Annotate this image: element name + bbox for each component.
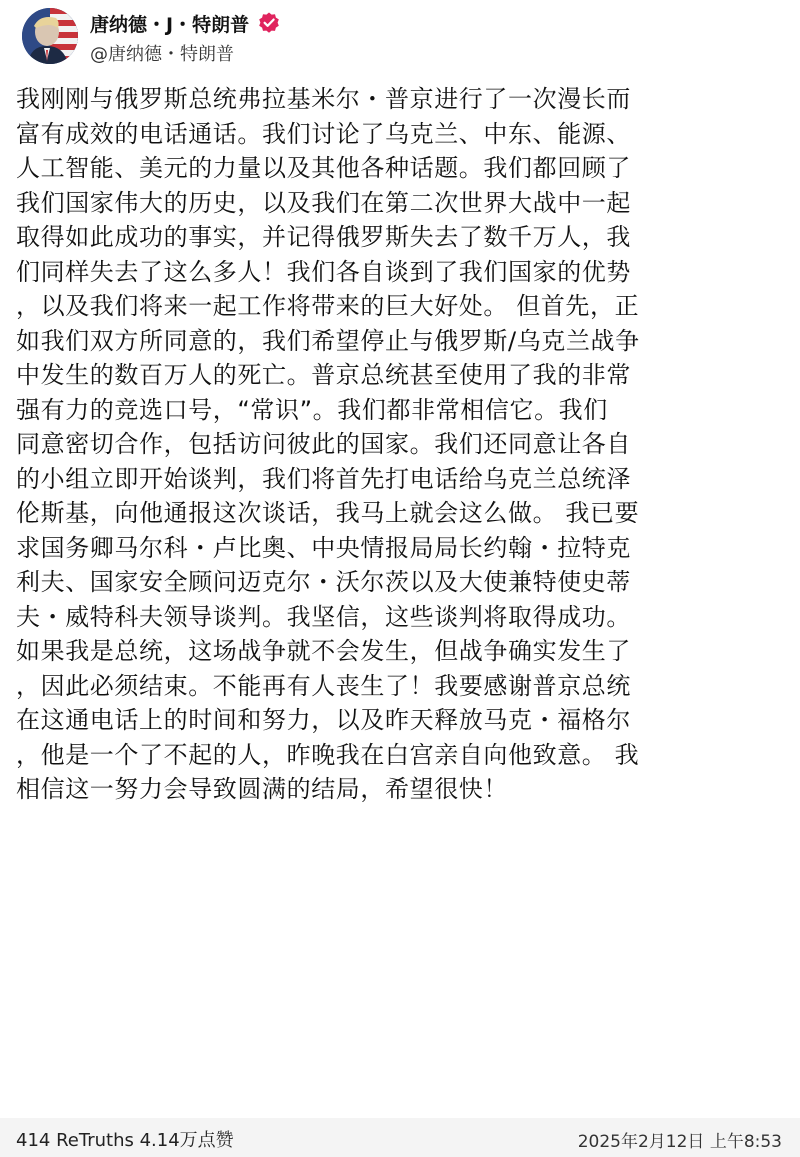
post-footer <box>0 1118 800 1157</box>
post-text-line: 同意密切合作，包括访问彼此的国家。我们还同意让各自 <box>16 430 631 458</box>
verified-badge-icon <box>257 11 281 35</box>
post-text-line: 们同样失去了这么多人！我们各自谈到了我们国家的优势 <box>16 257 631 286</box>
post-text-line: 中发生的数百万人的死亡。普京总统甚至使用了我的非常 <box>16 361 631 389</box>
post-header <box>0 0 800 72</box>
post-text-line: 如果我是总统，这场战争就不会发生，但战争确实发生了 <box>16 637 631 665</box>
post-timestamp[interactable]: 2025年2月12日 上午8:53 <box>577 1132 782 1152</box>
post-text-line: 我刚刚与俄罗斯总统弗拉基米尔・普京进行了一次漫长而 <box>16 85 631 113</box>
post-text-line: 伦斯基，向他通报这次谈话，我马上就会这么做。 我已要 <box>16 499 640 527</box>
author-handle[interactable]: @唐纳德・特朗普 <box>90 44 234 65</box>
post-text-line: 求国务卿马尔科・卢比奥、中央情报局局长约翰・拉特克 <box>16 533 631 562</box>
post-text-line: 夫・威特科夫领导谈判。我坚信，这些谈判将取得成功。 <box>16 602 631 631</box>
post-text-line: 人工智能、美元的力量以及其他各种话题。我们都回顾了 <box>16 154 631 182</box>
author-avatar[interactable] <box>22 8 78 64</box>
display-name-row <box>90 8 281 38</box>
engagement-stats[interactable]: 414 ReTruths 4.14万点赞 <box>16 1130 234 1151</box>
post-text-line: 富有成效的电话通话。我们讨论了乌克兰、中东、能源、 <box>16 119 631 148</box>
portrait-avatar-icon <box>22 8 78 64</box>
post-text-line: 我们国家伟大的历史，以及我们在第二次世界大战中一起 <box>16 188 631 217</box>
post-text-line: 取得如此成功的事实，并记得俄罗斯失去了数千万人，我 <box>16 223 631 251</box>
post-body <box>16 82 786 807</box>
post-text-line: 如我们双方所同意的，我们希望停止与俄罗斯/乌克兰战争 <box>16 326 640 355</box>
post-text-line: 利夫、国家安全顾问迈克尔・沃尔茨以及大使兼特使史蒂 <box>16 568 631 596</box>
post-text-line: ，以及我们将来一起工作将带来的巨大好处。 但首先，正 <box>16 292 640 320</box>
author-display-name[interactable]: 唐纳德・J・特朗普 <box>90 13 250 36</box>
post-text-line: ，他是一个了不起的人，昨晚我在白宫亲自向他致意。 我 <box>16 740 640 769</box>
post-text-line: 在这通电话上的时间和努力，以及昨天释放马克・福格尔 <box>16 706 631 734</box>
post-text-line: 相信这一努力会导致圆满的结局，希望很快！ <box>16 775 508 803</box>
post-text-line: 的小组立即开始谈判，我们将首先打电话给乌克兰总统泽 <box>16 464 631 493</box>
post-text-line: ，因此必须结束。不能再有人丧生了！我要感谢普京总统 <box>16 671 631 700</box>
post-text-line: 强有力的竞选口号，“常识”。我们都非常相信它。我们 <box>16 395 608 424</box>
